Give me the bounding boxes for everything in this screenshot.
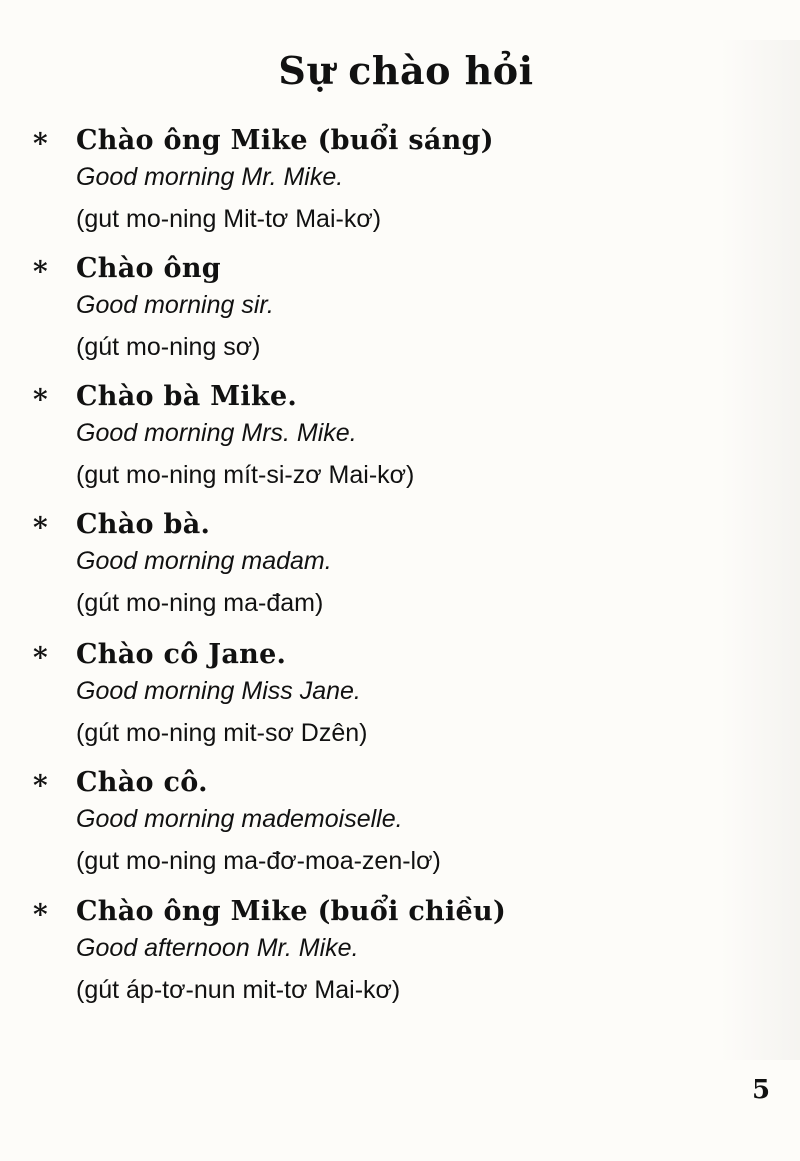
bullet-asterisk: *	[33, 511, 48, 544]
english-translation: Good morning madam.	[76, 547, 332, 575]
vietnamese-phrase: Chào bà Mike.	[76, 381, 298, 412]
vietnamese-phrase: Chào ông Mike (buổi sáng)	[76, 125, 494, 156]
english-translation: Good morning sir.	[76, 291, 274, 319]
pronunciation: (gut mo-ning Mit-tơ Mai-kơ)	[76, 205, 382, 233]
page-number: 5	[752, 1075, 771, 1105]
english-translation: Good morning Miss Jane.	[76, 677, 361, 705]
vietnamese-phrase: Chào cô Jane.	[76, 639, 287, 670]
pronunciation: (gut mo-ning ma-đơ-moa-zen-lơ)	[76, 847, 441, 875]
pronunciation: (gút mo-ning mit-sơ Dzên)	[76, 719, 368, 747]
english-translation: Good morning mademoiselle.	[76, 805, 403, 833]
bullet-asterisk: *	[33, 641, 48, 674]
bullet-asterisk: *	[33, 769, 48, 802]
vietnamese-phrase: Chào ông	[76, 253, 221, 284]
bullet-asterisk: *	[33, 255, 48, 288]
page-title: Sự chào hỏi	[278, 48, 534, 93]
english-translation: Good afternoon Mr. Mike.	[76, 934, 359, 962]
vietnamese-phrase: Chào bà.	[76, 509, 211, 540]
vietnamese-phrase: Chào cô.	[76, 767, 208, 798]
english-translation: Good morning Mr. Mike.	[76, 163, 344, 191]
pronunciation: (gut mo-ning mít-si-zơ Mai-kơ)	[76, 461, 415, 489]
pronunciation: (gút mo-ning ma-đam)	[76, 589, 324, 617]
bullet-asterisk: *	[33, 383, 48, 416]
pronunciation: (gút mo-ning sơ)	[76, 333, 261, 361]
show-through-shadow	[720, 40, 800, 1060]
english-translation: Good morning Mrs. Mike.	[76, 419, 357, 447]
vietnamese-phrase: Chào ông Mike (buổi chiều)	[76, 896, 507, 927]
bullet-asterisk: *	[33, 898, 48, 931]
bullet-asterisk: *	[33, 127, 48, 160]
pronunciation: (gút áp-tơ-nun mit-tơ Mai-kơ)	[76, 976, 401, 1004]
